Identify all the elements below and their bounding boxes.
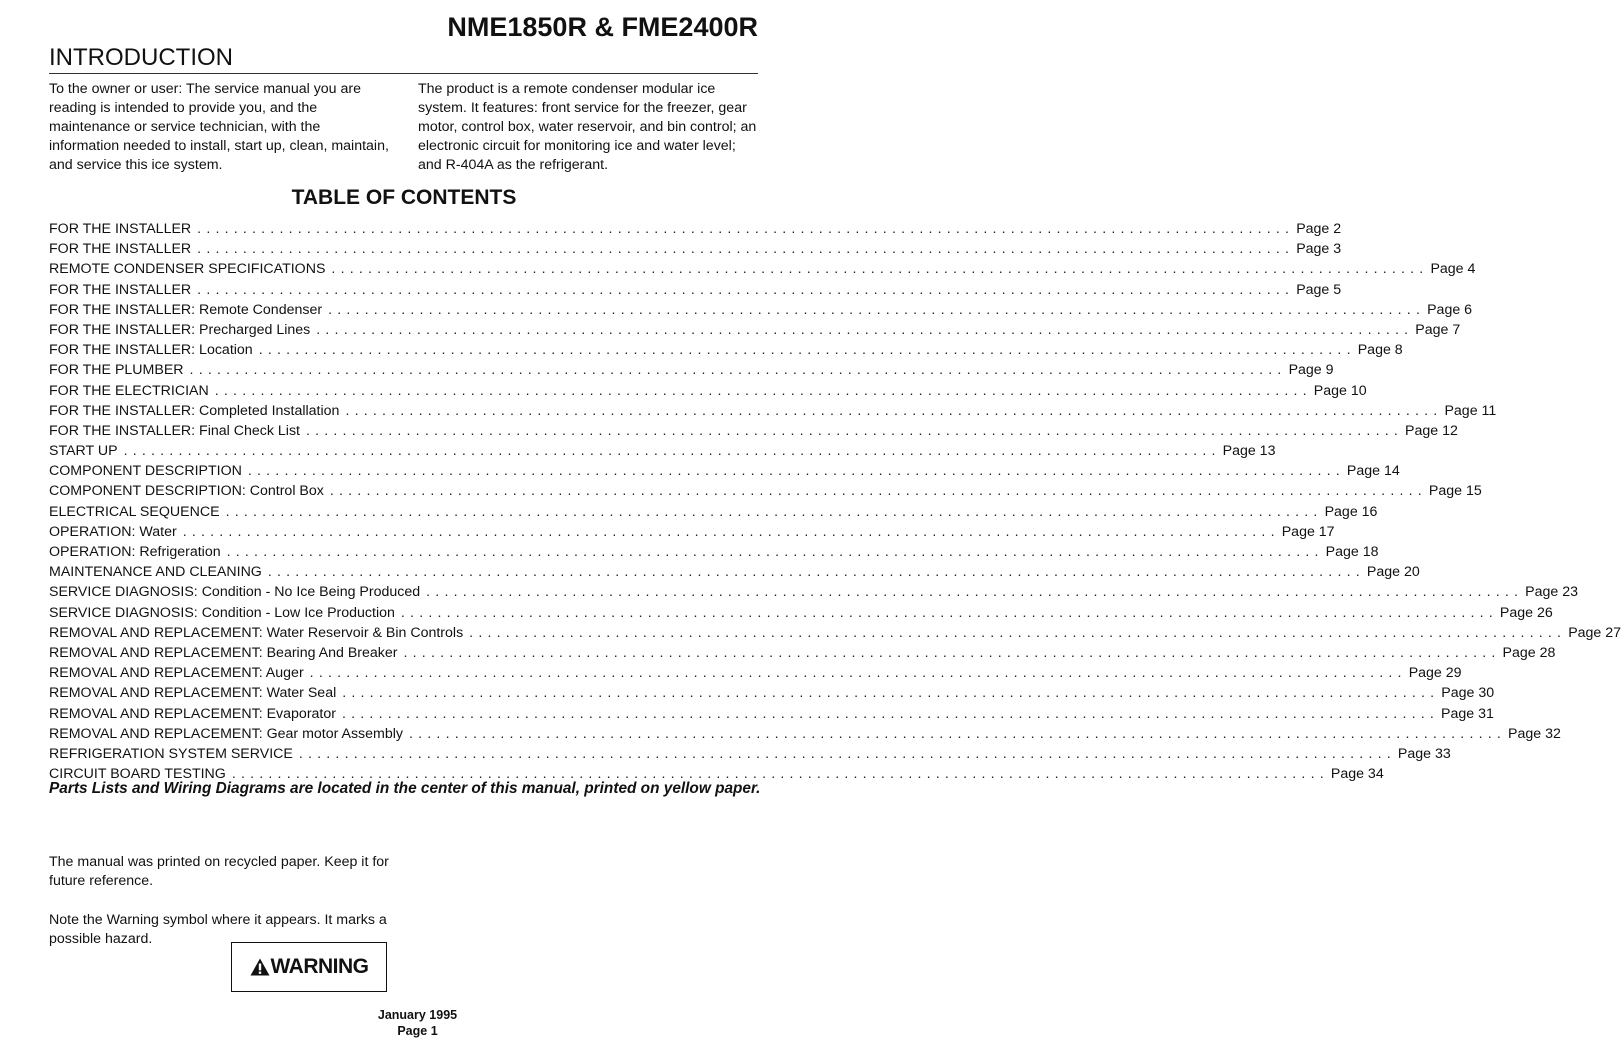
toc-dot-leader: ........................................................................................................................: [182, 523, 1280, 540]
toc-entry: [49, 300, 1473, 320]
toc-entry-title: REMOVAL AND REPLACEMENT: Bearing And Breaker: [49, 644, 398, 661]
toc-entry-page: Page 31: [1441, 705, 1494, 722]
toc-entry-page: Page 3: [1296, 241, 1342, 258]
toc-dot-leader: ........................................................................................................................: [258, 342, 1356, 359]
toc-entry-title: CIRCUIT BOARD TESTING: [49, 766, 226, 783]
toc-entry-page: Page 27: [1568, 624, 1621, 641]
toc-dot-leader: ........................................................................................................................: [342, 685, 1440, 702]
toc-entry-title: FOR THE INSTALLER: Location: [49, 342, 253, 359]
toc-entry: [49, 360, 1334, 380]
toc-entry: [49, 542, 1379, 562]
footer-page-number: Page 1: [397, 1024, 438, 1038]
toc-entry-page: Page 23: [1525, 584, 1579, 601]
toc-dot-leader: ........................................................................................................................: [298, 745, 1396, 762]
toc-entry: [49, 744, 1451, 764]
toc-dot-leader: ........................................................................................................................: [267, 564, 1365, 581]
toc-entry: [49, 724, 1561, 744]
toc-dot-leader: ........................................................................................................................: [247, 463, 1345, 480]
toc-entry-page: Page 16: [1324, 503, 1378, 520]
toc-dot-leader: ........................................................................................................................: [197, 221, 1295, 237]
toc-entry-page: Page 9: [1288, 362, 1334, 379]
toc-entry-title: FOR THE ELECTRICIAN: [49, 382, 209, 399]
toc-entry-title: ELECTRICAL SEQUENCE: [49, 503, 220, 520]
toc-entry-page: Page 13: [1222, 443, 1276, 460]
toc-entry: [49, 643, 1556, 663]
toc-dot-leader: ........................................................................................................................: [469, 624, 1567, 641]
toc-entry: [49, 461, 1400, 481]
toc-entry: [49, 401, 1497, 421]
toc-entry: [49, 239, 1342, 259]
table-of-contents: [49, 219, 1621, 784]
toc-entry: [49, 280, 1342, 300]
toc-entry-title: START UP: [49, 443, 118, 460]
toc-entry-title: FOR THE INSTALLER: Completed Installation: [49, 402, 340, 419]
toc-entry-title: FOR THE INSTALLER: Final Check List: [49, 422, 300, 439]
toc-entry-page: Page 26: [1499, 604, 1553, 621]
page-footer: [0, 1007, 835, 1039]
toc-entry-title: REMOVAL AND REPLACEMENT: Gear motor Assembly: [49, 725, 403, 742]
toc-entry: [49, 623, 1621, 643]
footer-date: January 1995: [377, 1008, 458, 1022]
toc-dot-leader: ........................................................................................................................: [226, 544, 1324, 560]
section-title: INTRODUCTION: [49, 44, 233, 71]
toc-entry-title: REFRIGERATION SYSTEM SERVICE: [49, 745, 293, 762]
toc-dot-leader: ........................................................................................................................: [123, 443, 1221, 460]
toc-entry-page: Page 6: [1427, 301, 1473, 318]
toc-entry-title: OPERATION: Water: [49, 523, 177, 540]
toc-dot-leader: ........................................................................................................................: [225, 503, 1323, 520]
toc-dot-leader: ........................................................................................................................: [403, 644, 1501, 661]
toc-entry: [49, 481, 1482, 501]
toc-dot-leader: ........................................................................................................................: [305, 422, 1403, 439]
toc-entry-page: Page 10: [1313, 382, 1367, 399]
toc-entry: [49, 259, 1476, 279]
toc-entry-page: Page 30: [1441, 685, 1495, 702]
parts-lists-note: Parts Lists and Wiring Diagrams are located in the center of this manual, printed on yellow paper.: [49, 780, 761, 797]
toc-entry-page: Page 8: [1357, 342, 1403, 359]
toc-entry: [49, 502, 1378, 522]
toc-entry-title: FOR THE INSTALLER: [49, 241, 192, 258]
toc-dot-leader: ........................................................................................................................: [189, 362, 1287, 379]
toc-entry: [49, 562, 1420, 582]
warning-label-group: [250, 955, 369, 979]
toc-entry-page: Page 17: [1281, 523, 1335, 540]
toc-entry: [49, 704, 1494, 724]
toc-entry-page: Page 4: [1430, 261, 1476, 278]
toc-entry: [49, 582, 1579, 602]
toc-entry: [49, 683, 1495, 703]
toc-dot-leader: ........................................................................................................................: [231, 766, 1329, 783]
toc-entry-page: Page 7: [1415, 321, 1461, 338]
warning-triangle-icon: [250, 958, 270, 976]
toc-entry-page: Page 34: [1330, 766, 1384, 783]
toc-dot-leader: ........................................................................................................................: [331, 261, 1429, 278]
toc-entry: [49, 340, 1403, 360]
toc-dot-leader: ........................................................................................................................: [400, 604, 1498, 621]
warning-symbol-note: Note the Warning symbol where it appears. It marks a possible hazard.: [49, 912, 387, 947]
toc-entry-page: Page 32: [1508, 725, 1561, 742]
toc-dot-leader: ........................................................................................................................: [328, 301, 1426, 318]
toc-entry: [49, 421, 1458, 441]
warning-box: [231, 942, 387, 992]
warning-label: WARNING: [270, 955, 369, 978]
toc-entry-page: Page 5: [1296, 281, 1342, 298]
toc-entry: [49, 522, 1335, 542]
toc-entry-title: REMOVAL AND REPLACEMENT: Water Seal: [49, 685, 337, 702]
toc-dot-leader: ........................................................................................................................: [342, 705, 1440, 722]
intro-left-paragraph: To the owner or user: The service manual you are reading is intended to provide you, and the maintenance or service technician, with the information needed to install, start up, clean, maintain, and service this ice system.: [49, 81, 389, 173]
toc-dot-leader: ........................................................................................................................: [197, 241, 1295, 258]
toc-entry-page: Page 18: [1325, 544, 1379, 560]
toc-entry-title: REMOVAL AND REPLACEMENT: Auger: [49, 665, 304, 682]
model-title: NME1850R & FME2400R: [447, 12, 758, 42]
toc-entry-page: Page 29: [1408, 665, 1462, 682]
toc-entry: [49, 381, 1367, 401]
toc-entry-title: COMPONENT DESCRIPTION: Control Box: [49, 483, 324, 500]
toc-entry-title: FOR THE PLUMBER: [49, 362, 184, 379]
toc-entry-page: Page 14: [1346, 463, 1400, 480]
toc-dot-leader: ........................................................................................................................: [197, 281, 1295, 298]
header-rule: [49, 73, 758, 74]
toc-entry-page: Page 12: [1405, 422, 1458, 439]
toc-entry-page: Page 20: [1366, 564, 1420, 581]
toc-entry-title: SERVICE DIAGNOSIS: Condition - No Ice Being Produced: [49, 584, 421, 601]
toc-heading: TABLE OF CONTENTS: [291, 186, 517, 209]
toc-entry-title: FOR THE INSTALLER: Remote Condenser: [49, 301, 323, 318]
toc-entry-title: REMOVAL AND REPLACEMENT: Evaporator: [49, 705, 336, 722]
toc-entry: [49, 441, 1276, 461]
toc-dot-leader: ........................................................................................................................: [309, 665, 1407, 682]
toc-entry-title: FOR THE INSTALLER: [49, 221, 192, 237]
toc-dot-leader: ........................................................................................................................: [214, 382, 1312, 399]
intro-right-paragraph: The product is a remote condenser modular ice system. It features: front service for the freezer, gear motor, control box, water reservoir, and bin control; an electronic circuit for monitoring ice and water level; and R-404A as the refrigerant.: [418, 81, 757, 173]
toc-entry-page: Page 28: [1502, 644, 1556, 661]
toc-entry-title: REMOTE CONDENSER SPECIFICATIONS: [49, 261, 326, 278]
toc-dot-leader: ........................................................................................................................: [409, 725, 1507, 742]
toc-entry: [49, 320, 1461, 340]
toc-dot-leader: ........................................................................................................................: [329, 483, 1427, 500]
toc-entry-page: Page 33: [1397, 745, 1451, 762]
toc-entry: [49, 219, 1342, 239]
toc-entry-page: Page 15: [1428, 483, 1482, 500]
toc-entry-title: REMOVAL AND REPLACEMENT: Water Reservoir & Bin Controls: [49, 624, 464, 641]
toc-entry-page: Page 11: [1444, 402, 1497, 419]
toc-entry-title: COMPONENT DESCRIPTION: [49, 463, 242, 480]
toc-entry-title: OPERATION: Refrigeration: [49, 544, 221, 560]
toc-dot-leader: ........................................................................................................................: [345, 402, 1443, 419]
toc-dot-leader: ........................................................................................................................: [316, 321, 1414, 338]
toc-entry-title: FOR THE INSTALLER: Precharged Lines: [49, 321, 311, 338]
toc-entry-page: Page 2: [1296, 221, 1342, 237]
toc-entry-title: SERVICE DIAGNOSIS: Condition - Low Ice Production: [49, 604, 395, 621]
toc-entry-title: MAINTENANCE AND CLEANING: [49, 564, 262, 581]
recycled-paper-note: The manual was printed on recycled paper. Keep it for future reference.: [49, 854, 389, 889]
toc-dot-leader: ........................................................................................................................: [426, 584, 1524, 601]
toc-entry: [49, 603, 1553, 623]
toc-entry-title: FOR THE INSTALLER: [49, 281, 192, 298]
toc-entry: [49, 663, 1462, 683]
